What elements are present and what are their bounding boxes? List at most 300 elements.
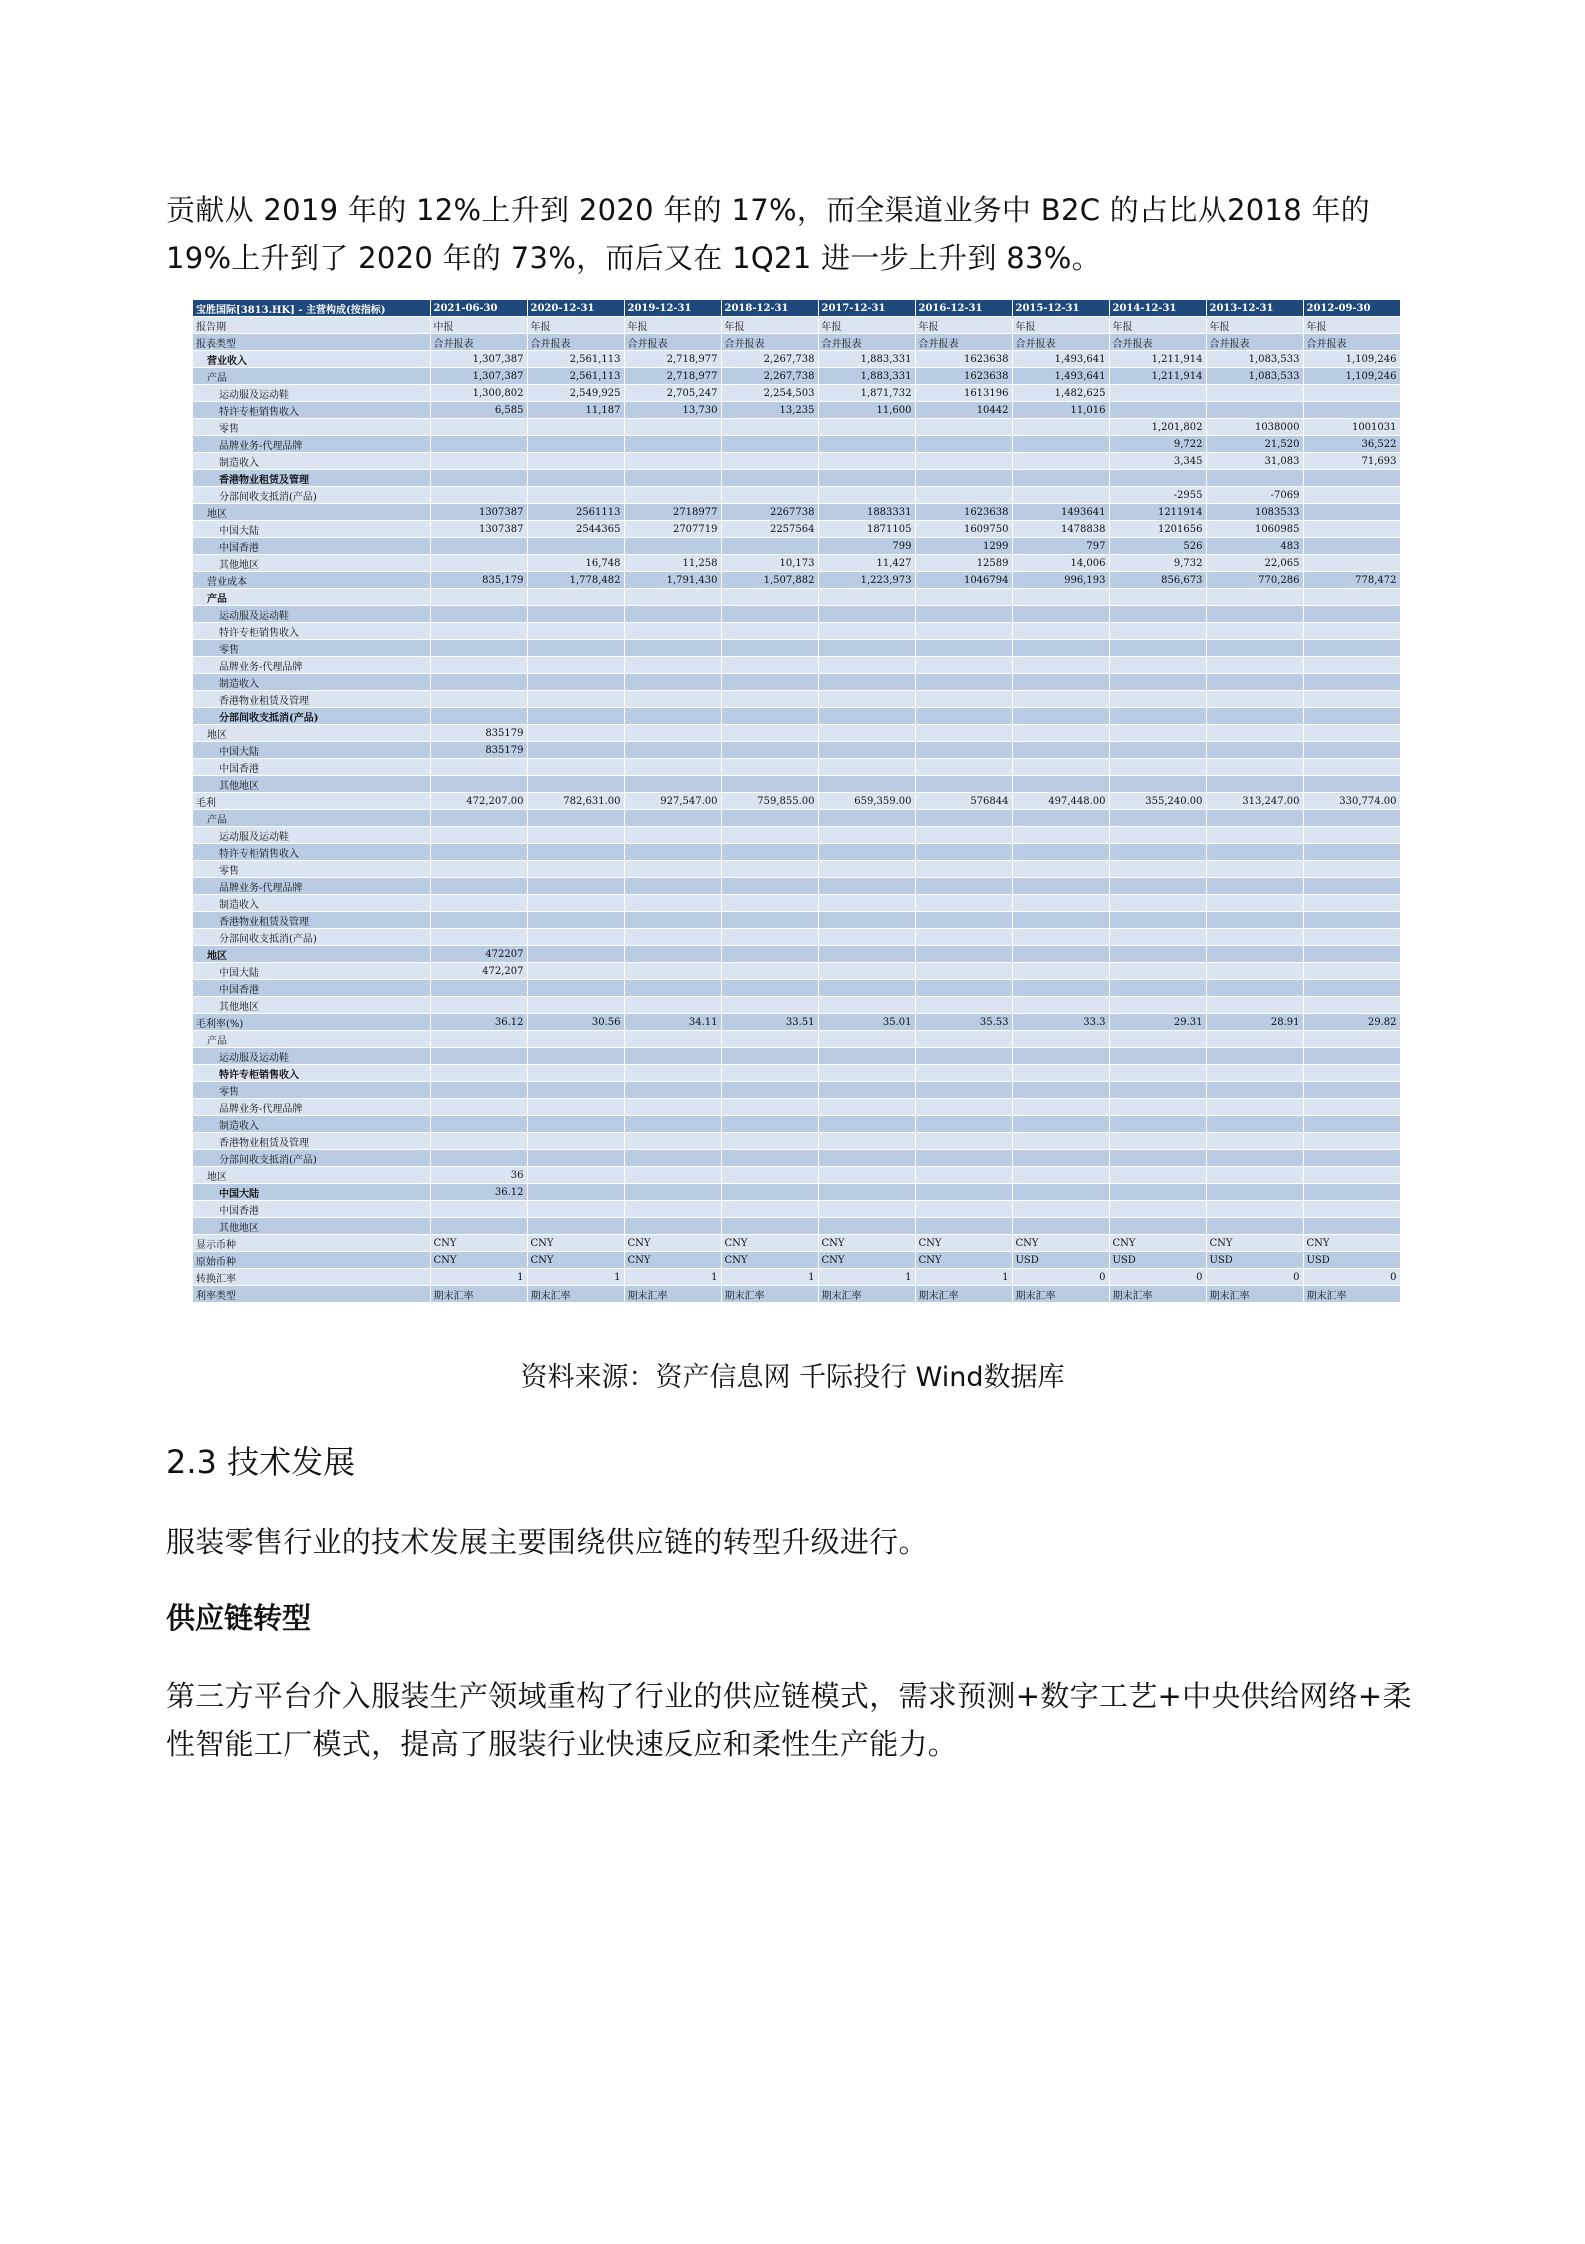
table-cell: 2,254,503	[721, 385, 818, 402]
table-cell	[1206, 1133, 1303, 1150]
table-cell	[1206, 1201, 1303, 1218]
table-cell	[915, 708, 1012, 725]
table-cell	[1109, 470, 1206, 487]
table-cell	[818, 895, 915, 912]
table-row	[193, 351, 1400, 368]
table-row	[193, 640, 1400, 657]
table-cell	[1206, 1048, 1303, 1065]
table-cell: 1307387	[430, 504, 527, 521]
table-row	[193, 504, 1400, 521]
row-label: 其他地区	[193, 997, 430, 1014]
table-cell: 14,006	[1012, 555, 1109, 572]
table-row	[193, 827, 1400, 844]
table-cell: 21,520	[1206, 436, 1303, 453]
table-cell	[721, 912, 818, 929]
table-cell	[1012, 878, 1109, 895]
table-cell	[1109, 742, 1206, 759]
table-cell	[915, 470, 1012, 487]
table-cell	[624, 640, 721, 657]
row-label: 毛利率(%)	[193, 1014, 430, 1031]
table-cell	[1012, 844, 1109, 861]
table-cell	[527, 827, 624, 844]
table-header-row	[193, 300, 1400, 317]
table-cell	[1303, 878, 1400, 895]
table-cell	[527, 1167, 624, 1184]
table-cell	[1206, 623, 1303, 640]
table-cell	[1303, 929, 1400, 946]
table-cell: 期末汇率	[1206, 1286, 1303, 1303]
table-cell	[915, 946, 1012, 963]
table-cell: 835,179	[430, 572, 527, 589]
table-row	[193, 623, 1400, 640]
table-cell	[1012, 453, 1109, 470]
table-cell	[1303, 1031, 1400, 1048]
table-cell	[721, 419, 818, 436]
row-label: 中国香港	[193, 1201, 430, 1218]
table-cell	[1303, 1048, 1400, 1065]
table-cell	[1012, 436, 1109, 453]
financial-table	[193, 300, 1400, 1303]
table-cell	[527, 725, 624, 742]
table-cell	[721, 742, 818, 759]
table-row	[193, 538, 1400, 555]
table-row	[193, 793, 1400, 810]
table-cell	[1109, 385, 1206, 402]
table-cell: CNY	[527, 1252, 624, 1269]
table-cell	[1109, 1099, 1206, 1116]
table-cell	[1303, 1150, 1400, 1167]
table-cell	[1012, 1116, 1109, 1133]
table-cell	[721, 1201, 818, 1218]
table-cell	[1109, 1184, 1206, 1201]
table-cell: 497,448.00	[1012, 793, 1109, 810]
table-cell	[1303, 521, 1400, 538]
table-cell	[1206, 861, 1303, 878]
table-cell: 1,871,732	[818, 385, 915, 402]
table-cell: 2,267,738	[721, 351, 818, 368]
table-cell	[1109, 1048, 1206, 1065]
table-cell	[1206, 912, 1303, 929]
table-row	[193, 419, 1400, 436]
table-cell: 合并报表	[1012, 334, 1109, 351]
table-cell	[527, 538, 624, 555]
table-cell: 年报	[818, 317, 915, 334]
table-cell	[1206, 1218, 1303, 1235]
row-label: 运动服及运动鞋	[193, 606, 430, 623]
table-cell: 1,211,914	[1109, 351, 1206, 368]
table-cell	[915, 419, 1012, 436]
table-cell	[1303, 623, 1400, 640]
table-cell	[430, 436, 527, 453]
table-cell	[915, 1133, 1012, 1150]
table-cell	[1206, 742, 1303, 759]
table-cell	[624, 776, 721, 793]
table-cell	[721, 1150, 818, 1167]
table-cell	[1206, 708, 1303, 725]
table-cell	[1206, 810, 1303, 827]
table-cell	[1303, 997, 1400, 1014]
table-cell	[1303, 1065, 1400, 1082]
table-cell	[721, 997, 818, 1014]
table-cell	[721, 1218, 818, 1235]
table-cell: 576844	[915, 793, 1012, 810]
table-cell	[721, 1082, 818, 1099]
table-row	[193, 334, 1400, 351]
table-row	[193, 317, 1400, 334]
table-cell: 1,211,914	[1109, 368, 1206, 385]
row-label: 产品	[193, 810, 430, 827]
table-cell	[915, 810, 1012, 827]
table-cell	[915, 980, 1012, 997]
table-cell	[430, 1031, 527, 1048]
row-label: 香港物业租赁及管理	[193, 1133, 430, 1150]
table-cell	[818, 589, 915, 606]
table-cell: 0	[1206, 1269, 1303, 1286]
table-cell	[1206, 1082, 1303, 1099]
table-cell: 期末汇率	[1303, 1286, 1400, 1303]
table-cell	[818, 640, 915, 657]
table-cell: 782,631.00	[527, 793, 624, 810]
table-cell: 合并报表	[430, 334, 527, 351]
table-cell	[430, 912, 527, 929]
table-cell	[1206, 691, 1303, 708]
table-cell: 797	[1012, 538, 1109, 555]
row-label: 品牌业务-代理品牌	[193, 878, 430, 895]
table-cell: 1	[527, 1269, 624, 1286]
table-cell	[915, 1218, 1012, 1235]
table-cell: 36.12	[430, 1184, 527, 1201]
table-row	[193, 436, 1400, 453]
sub-paragraph: 第三方平台介入服装生产领域重构了行业的供应链模式，需求预测+数字工艺+中央供给网络+柔性智能工厂模式，提高了服装行业快速反应和柔性生产能力。	[166, 1679, 1412, 1761]
table-row	[193, 1065, 1400, 1082]
table-cell	[430, 810, 527, 827]
row-label: 运动服及运动鞋	[193, 1048, 430, 1065]
table-cell	[1012, 470, 1109, 487]
table-cell: 1,482,625	[1012, 385, 1109, 402]
table-cell	[818, 623, 915, 640]
table-cell	[624, 912, 721, 929]
table-cell	[818, 776, 915, 793]
table-cell	[818, 708, 915, 725]
table-cell	[818, 929, 915, 946]
row-label: 中国香港	[193, 759, 430, 776]
table-cell	[1206, 895, 1303, 912]
table-cell	[1109, 1167, 1206, 1184]
table-cell	[1303, 742, 1400, 759]
table-cell	[527, 1082, 624, 1099]
table-cell	[1206, 725, 1303, 742]
table-cell	[430, 470, 527, 487]
row-label: 报告期	[193, 317, 430, 334]
table-cell: 1,778,482	[527, 572, 624, 589]
table-cell	[721, 657, 818, 674]
table-cell	[1109, 640, 1206, 657]
table-cell	[527, 453, 624, 470]
table-cell: 11,187	[527, 402, 624, 419]
table-cell: 年报	[527, 317, 624, 334]
table-cell: CNY	[1206, 1235, 1303, 1252]
table-cell	[527, 1065, 624, 1082]
table-cell: 1046794	[915, 572, 1012, 589]
table-cell	[818, 419, 915, 436]
table-cell: 13,730	[624, 402, 721, 419]
table-cell	[1206, 1065, 1303, 1082]
table-cell	[915, 1167, 1012, 1184]
table-cell	[1109, 1133, 1206, 1150]
table-cell	[624, 470, 721, 487]
table-cell	[430, 674, 527, 691]
table-cell	[721, 1048, 818, 1065]
table-cell	[721, 1099, 818, 1116]
table-cell: 1,083,533	[1206, 368, 1303, 385]
table-cell	[527, 759, 624, 776]
table-cell: 1871105	[818, 521, 915, 538]
table-cell: 1493641	[1012, 504, 1109, 521]
table-cell	[818, 1065, 915, 1082]
table-cell	[1206, 963, 1303, 980]
table-cell: 472,207.00	[430, 793, 527, 810]
table-cell: 2,718,977	[624, 351, 721, 368]
table-cell: 1613196	[915, 385, 1012, 402]
table-cell: 1,201,802	[1109, 419, 1206, 436]
row-label: 制造收入	[193, 453, 430, 470]
table-cell	[1109, 1082, 1206, 1099]
table-cell: 2707719	[624, 521, 721, 538]
table-cell	[1012, 1167, 1109, 1184]
table-cell	[1303, 385, 1400, 402]
table-cell	[1303, 1167, 1400, 1184]
row-label: 品牌业务-代理品牌	[193, 657, 430, 674]
table-row	[193, 725, 1400, 742]
row-label: 运动服及运动鞋	[193, 827, 430, 844]
table-header-cell: 2017-12-31	[818, 300, 915, 317]
table-cell: 856,673	[1109, 572, 1206, 589]
table-cell	[430, 776, 527, 793]
table-row	[193, 589, 1400, 606]
table-cell	[527, 844, 624, 861]
row-label: 制造收入	[193, 895, 430, 912]
row-label: 香港物业租赁及管理	[193, 691, 430, 708]
table-cell	[915, 827, 1012, 844]
table-cell	[1303, 1201, 1400, 1218]
table-cell	[1012, 742, 1109, 759]
table-cell	[721, 640, 818, 657]
table-row	[193, 1099, 1400, 1116]
table-cell	[1012, 776, 1109, 793]
table-cell	[527, 1150, 624, 1167]
table-row	[193, 385, 1400, 402]
table-cell	[430, 1082, 527, 1099]
table-cell	[1303, 861, 1400, 878]
table-cell: 1299	[915, 538, 1012, 555]
table-cell	[430, 657, 527, 674]
table-cell	[1109, 776, 1206, 793]
table-cell: 835179	[430, 742, 527, 759]
table-cell	[721, 1031, 818, 1048]
table-cell	[1303, 1099, 1400, 1116]
table-cell	[818, 1031, 915, 1048]
table-cell: 36,522	[1303, 436, 1400, 453]
table-cell	[721, 1184, 818, 1201]
table-cell	[1012, 1201, 1109, 1218]
table-cell	[721, 895, 818, 912]
table-cell	[624, 708, 721, 725]
table-row	[193, 1014, 1400, 1031]
table-cell	[1012, 1048, 1109, 1065]
table-row	[193, 895, 1400, 912]
table-cell: 1,883,331	[818, 368, 915, 385]
table-cell	[818, 1133, 915, 1150]
table-cell	[1109, 1218, 1206, 1235]
table-cell	[624, 725, 721, 742]
table-cell	[1012, 861, 1109, 878]
table-cell	[818, 861, 915, 878]
row-label: 产品	[193, 1031, 430, 1048]
table-cell	[721, 589, 818, 606]
row-label: 营业成本	[193, 572, 430, 589]
row-label: 原始币种	[193, 1252, 430, 1269]
table-cell: 29.31	[1109, 1014, 1206, 1031]
table-cell	[527, 1099, 624, 1116]
table-cell	[1012, 691, 1109, 708]
table-cell	[527, 487, 624, 504]
table-cell	[624, 453, 721, 470]
table-cell	[1012, 929, 1109, 946]
table-cell	[1012, 1150, 1109, 1167]
table-cell	[721, 725, 818, 742]
table-cell	[1206, 946, 1303, 963]
table-cell	[1303, 402, 1400, 419]
row-label: 中国大陆	[193, 1184, 430, 1201]
table-cell	[624, 657, 721, 674]
row-label: 分部间收支抵消(产品)	[193, 929, 430, 946]
table-cell	[818, 1082, 915, 1099]
table-cell: CNY	[624, 1252, 721, 1269]
table-cell: 13,235	[721, 402, 818, 419]
table-cell	[1303, 912, 1400, 929]
table-cell	[915, 589, 1012, 606]
table-cell: 年报	[915, 317, 1012, 334]
table-cell	[624, 1031, 721, 1048]
row-label: 香港物业租赁及管理	[193, 470, 430, 487]
table-cell: 483	[1206, 538, 1303, 555]
table-cell	[527, 963, 624, 980]
row-label: 品牌业务-代理品牌	[193, 436, 430, 453]
table-cell	[430, 555, 527, 572]
table-cell	[624, 980, 721, 997]
table-cell: 1001031	[1303, 419, 1400, 436]
table-cell	[1109, 963, 1206, 980]
table-cell: 759,855.00	[721, 793, 818, 810]
table-cell: 年报	[1303, 317, 1400, 334]
intro-paragraph: 贡献从 2019 年的 12%上升到 2020 年的 17%，而全渠道业务中 B2C 的占比从2018 年的19%上升到了 2020 年的 73%，而后又在 1Q21 进一步上升到 83%。	[166, 193, 1371, 275]
table-cell	[624, 674, 721, 691]
table-header-cell: 2015-12-31	[1012, 300, 1109, 317]
table-cell: 年报	[1012, 317, 1109, 334]
table-cell	[527, 657, 624, 674]
table-cell	[721, 844, 818, 861]
table-row	[193, 742, 1400, 759]
row-label: 地区	[193, 946, 430, 963]
row-label: 品牌业务-代理品牌	[193, 1099, 430, 1116]
table-cell: 1038000	[1206, 419, 1303, 436]
table-cell: 29.82	[1303, 1014, 1400, 1031]
table-cell: 10442	[915, 402, 1012, 419]
table-cell: 2,718,977	[624, 368, 721, 385]
table-cell	[624, 946, 721, 963]
row-label: 零售	[193, 861, 430, 878]
table-cell: 合并报表	[527, 334, 624, 351]
table-cell	[915, 912, 1012, 929]
table-cell: 526	[1109, 538, 1206, 555]
table-cell: CNY	[721, 1252, 818, 1269]
table-header-cell: 2014-12-31	[1109, 300, 1206, 317]
table-cell	[1303, 470, 1400, 487]
table-cell	[1206, 1031, 1303, 1048]
table-cell: 35.01	[818, 1014, 915, 1031]
table-cell	[915, 1150, 1012, 1167]
table-cell	[624, 1184, 721, 1201]
table-cell	[1206, 657, 1303, 674]
table-cell	[624, 487, 721, 504]
table-row	[193, 1150, 1400, 1167]
table-cell	[1206, 640, 1303, 657]
table-cell	[818, 1184, 915, 1201]
table-cell	[1109, 912, 1206, 929]
table-cell: 472,207	[430, 963, 527, 980]
table-cell: CNY	[1109, 1235, 1206, 1252]
table-cell	[721, 810, 818, 827]
table-cell	[818, 725, 915, 742]
table-cell	[1206, 402, 1303, 419]
table-cell: 期末汇率	[624, 1286, 721, 1303]
table-row	[193, 1286, 1400, 1303]
row-label: 分部间收支抵消(产品)	[193, 1150, 430, 1167]
table-cell: USD	[1012, 1252, 1109, 1269]
table-cell: 1	[624, 1269, 721, 1286]
table-cell	[430, 980, 527, 997]
table-cell	[1012, 1031, 1109, 1048]
table-cell	[1303, 1116, 1400, 1133]
table-cell: 30.56	[527, 1014, 624, 1031]
table-cell	[1303, 1082, 1400, 1099]
table-cell: 313,247.00	[1206, 793, 1303, 810]
table-cell	[915, 1116, 1012, 1133]
table-cell	[1012, 1065, 1109, 1082]
table-cell	[818, 674, 915, 691]
table-cell	[1206, 844, 1303, 861]
table-title-cell: 宝胜国际[3813.HK] - 主营构成(按指标)	[193, 300, 430, 317]
table-cell	[1303, 487, 1400, 504]
table-cell	[1012, 912, 1109, 929]
table-cell: CNY	[818, 1235, 915, 1252]
table-cell	[818, 487, 915, 504]
table-cell	[915, 1082, 1012, 1099]
table-cell	[1109, 708, 1206, 725]
table-cell	[624, 538, 721, 555]
table-cell: 2267738	[721, 504, 818, 521]
table-cell	[721, 946, 818, 963]
table-row	[193, 674, 1400, 691]
table-cell	[527, 623, 624, 640]
table-cell	[818, 1201, 915, 1218]
table-cell: CNY	[624, 1235, 721, 1252]
table-row	[193, 1235, 1400, 1252]
table-cell	[1206, 980, 1303, 997]
table-cell: 0	[1303, 1269, 1400, 1286]
table-row	[193, 1167, 1400, 1184]
row-label: 中国香港	[193, 980, 430, 997]
